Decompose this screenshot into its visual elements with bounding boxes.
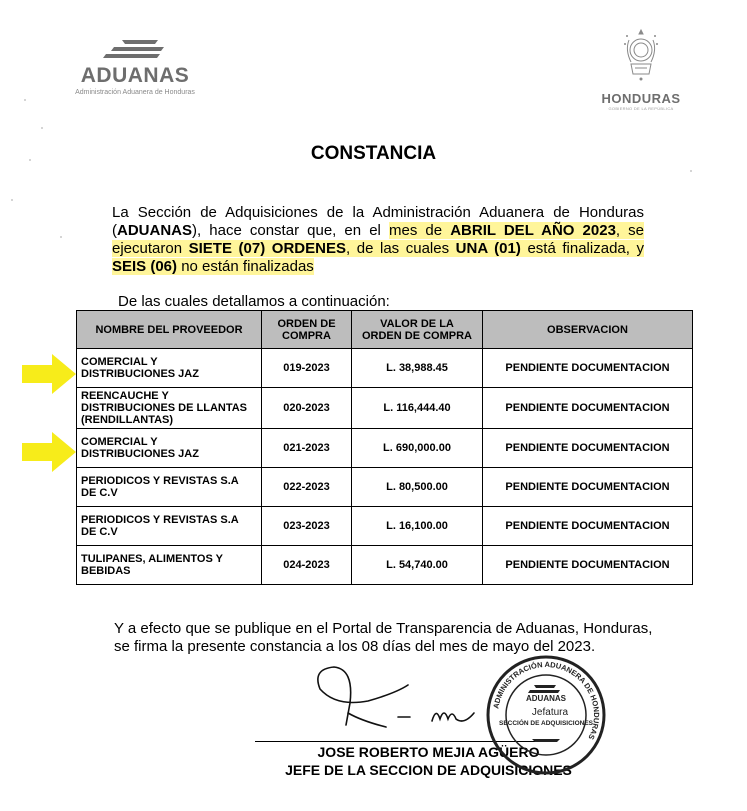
value-cell: L. 38,988.45 [352, 349, 483, 388]
provider-line: DE C.V [81, 526, 118, 538]
aduanas-subtitle: Administración Aduanera de Honduras [75, 89, 195, 96]
value-cell: L. 80,500.00 [352, 468, 483, 507]
arrow-right-icon [22, 432, 76, 472]
observation-cell: PENDIENTE DOCUMENTACION [483, 429, 693, 468]
provider-cell [77, 349, 262, 388]
document-title: CONSTANCIA [310, 143, 437, 164]
aduanas-wordmark: ADUANAS [80, 64, 190, 87]
header-value-line2: ORDEN DE COMPRA [361, 329, 472, 342]
provider-line: (RENDILLANTAS) [81, 414, 174, 426]
table-row [77, 349, 693, 388]
observation-cell: PENDIENTE DOCUMENTACION [483, 546, 693, 585]
closing-line-2: se firma la presente constancia a los 08 días del mes de mayo del 2023. [114, 638, 596, 655]
provider-line: PERIODICOS Y REVISTAS S.A [81, 514, 239, 526]
aduanas-emblem-icon [100, 38, 170, 60]
table-row [77, 429, 693, 468]
closing-paragraph [114, 620, 654, 656]
signer-name: JOSE ROBERTO MEJIA AGÜERO [317, 744, 540, 760]
stamp-ring-text: ADMINISTRACIÓN ADUANERA DE HONDURAS [491, 659, 602, 741]
order-cell: 023-2023 [262, 507, 352, 546]
official-stamp [484, 653, 608, 777]
provider-line: PERIODICOS Y REVISTAS S.A [81, 475, 239, 487]
order-cell: 020-2023 [262, 388, 352, 429]
coat-of-arms-icon [621, 26, 661, 84]
body-text-6: está finalizada, y [520, 240, 644, 257]
stamp-jefatura: Jefatura [531, 707, 569, 718]
table-header-row [77, 311, 693, 349]
body-paragraph [112, 204, 644, 276]
table-row [77, 507, 693, 546]
body-text-2: ), hace constar que, en el [192, 222, 389, 239]
body-text-5: , de las cuales [345, 240, 456, 257]
body-bold-month: ABRIL DEL AÑO 2023 [450, 222, 616, 239]
header-observation: OBSERVACION [483, 311, 693, 349]
provider-line: COMERCIAL Y [81, 356, 158, 368]
body-bold-unfinished: SEIS (06) [112, 258, 178, 275]
body-bold-count: SIETE (07) ORDENES [188, 240, 346, 257]
observation-cell: PENDIENTE DOCUMENTACION [483, 349, 693, 388]
body-bold-finished: UNA (01) [455, 240, 521, 257]
aduanas-logo [60, 38, 210, 96]
header-provider: NOMBRE DEL PROVEEDOR [77, 311, 262, 349]
stamp-section: SECCIÓN DE ADQUISICIONES [498, 720, 594, 727]
value-cell: L. 690,000.00 [352, 429, 483, 468]
table-row [77, 388, 693, 429]
observation-cell: PENDIENTE DOCUMENTACION [483, 507, 693, 546]
closing-line-1: Y a efecto que se publique en el Portal de Transparencia de Aduanas, Honduras, [114, 620, 653, 637]
honduras-subtitle: GOBIERNO DE LA REPÚBLICA [608, 106, 674, 111]
header-order-line2: COMPRA [282, 329, 331, 342]
order-cell: 022-2023 [262, 468, 352, 507]
provider-line: BEBIDAS [81, 565, 131, 577]
value-cell: L. 116,444.40 [352, 388, 483, 429]
provider-cell [77, 468, 262, 507]
order-cell: 019-2023 [262, 349, 352, 388]
header-value [352, 311, 483, 349]
provider-cell [77, 507, 262, 546]
provider-line: TULIPANES, ALIMENTOS Y [81, 553, 223, 565]
value-cell: L. 16,100.00 [352, 507, 483, 546]
orders-table [76, 310, 693, 585]
body-text-1: La Sección de Adquisiciones de la Administración Aduanera de Honduras ( [112, 204, 644, 239]
provider-line: DISTRIBUCIONES DE LLANTAS [81, 402, 248, 414]
table-row [77, 468, 693, 507]
provider-line: DISTRIBUCIONES JAZ [81, 448, 199, 460]
provider-cell [77, 429, 262, 468]
order-cell: 021-2023 [262, 429, 352, 468]
header-order-line1: ORDEN DE [277, 317, 336, 330]
handwritten-signature [306, 655, 506, 735]
order-cell: 024-2023 [262, 546, 352, 585]
provider-line: DISTRIBUCIONES JAZ [81, 368, 199, 380]
arrow-right-icon [22, 354, 76, 394]
honduras-logo [596, 26, 686, 111]
body-text-4: , se ejecutaron [112, 222, 645, 257]
honduras-wordmark: HONDURAS [601, 91, 681, 106]
header-value-line1: VALOR DE LA [380, 317, 454, 330]
signer-title: JEFE DE LA SECCION DE ADQUISICIONES [285, 762, 572, 778]
value-cell: L. 54,740.00 [352, 546, 483, 585]
observation-cell: PENDIENTE DOCUMENTACION [483, 388, 693, 429]
provider-cell [77, 546, 262, 585]
body-text-3: mes de [388, 222, 451, 239]
provider-cell [77, 388, 262, 429]
body-text-7: no están finalizadas [177, 258, 314, 275]
observation-cell: PENDIENTE DOCUMENTACION [483, 468, 693, 507]
provider-line: REENCAUCHE Y [81, 390, 169, 402]
stamp-logo-text: ADUANAS [526, 694, 566, 703]
provider-line: DE C.V [81, 487, 118, 499]
table-row [77, 546, 693, 585]
body-bold-aduanas: ADUANAS [117, 222, 192, 239]
provider-line: COMERCIAL Y [81, 436, 158, 448]
header-order [262, 311, 352, 349]
intro-line: De las cuales detallamos a continuación: [118, 293, 390, 310]
